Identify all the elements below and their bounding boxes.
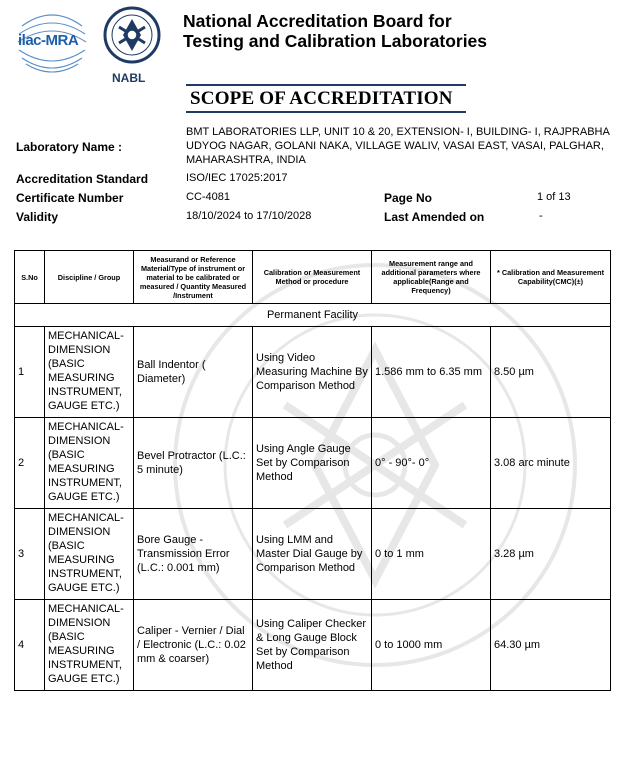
cell-measurand: Bevel Protractor (L.C.: 5 minute)	[134, 418, 253, 509]
header-range: Measurement range and additional parameters where applicable(Range and Frequency)	[372, 251, 491, 304]
cell-method: Using Angle Gauge Set by Comparison Method	[253, 418, 372, 509]
lab-name-line2: UDYOG NAGAR, GOLANI NAKA, VILLAGE WALIV, VASAI EAST, VASAI, PALGHAR,	[186, 140, 604, 152]
document-title: SCOPE OF ACCREDITATION	[190, 88, 453, 109]
cell-cmc: 64.30 µm	[491, 600, 611, 691]
cell-range: 1.586 mm to 6.35 mm	[372, 327, 491, 418]
cell-method: Using Caliper Checker & Long Gauge Block Set by Comparison Method	[253, 600, 372, 691]
org-title	[183, 11, 603, 51]
cell-discipline: MECHANICAL- DIMENSION (BASIC MEASURING INSTRUMENT, GAUGE ETC.)	[45, 509, 134, 600]
cell-range: 0° - 90°- 0°	[372, 418, 491, 509]
lab-name-value	[186, 125, 611, 167]
header-measurand: Measurand or Reference Material/Type of instrument or material to be calibrated or measured / Quantity Measured /Instrument	[134, 251, 253, 304]
facility-row	[15, 304, 611, 327]
table-header-row	[15, 251, 611, 304]
last-amended-value: -	[539, 210, 543, 222]
org-title-line1: National Accreditation Board for	[183, 11, 452, 31]
cell-cmc: 8.50 µm	[491, 327, 611, 418]
cell-measurand: Ball Indentor ( Diameter)	[134, 327, 253, 418]
nabl-logo	[102, 5, 162, 85]
cell-discipline: MECHANICAL- DIMENSION (BASIC MEASURING INSTRUMENT, GAUGE ETC.)	[45, 327, 134, 418]
lab-name-label: Laboratory Name :	[16, 140, 123, 154]
ilac-logo-text: ilac-MRA	[18, 32, 79, 49]
cell-sno: 3	[15, 509, 45, 600]
cell-sno: 1	[15, 327, 45, 418]
cell-range: 0 to 1 mm	[372, 509, 491, 600]
cell-sno: 4	[15, 600, 45, 691]
validity-value: 18/10/2024 to 17/10/2028	[186, 210, 312, 222]
cell-cmc: 3.08 arc minute	[491, 418, 611, 509]
scope-title-bottom-rule	[186, 111, 466, 113]
lab-name-line1: BMT LABORATORIES LLP, UNIT 10 & 20, EXTENSION- I, BUILDING- I, RAJPRABHA	[186, 126, 610, 138]
header-discipline: Discipline / Group	[45, 251, 134, 304]
standard-value: ISO/IEC 17025:2017	[186, 172, 288, 184]
scope-title-top-rule	[186, 84, 466, 86]
cell-cmc: 3.28 µm	[491, 509, 611, 600]
cell-discipline: MECHANICAL- DIMENSION (BASIC MEASURING INSTRUMENT, GAUGE ETC.)	[45, 418, 134, 509]
page-no-label: Page No	[384, 191, 433, 205]
cell-measurand: Caliper - Vernier / Dial / Electronic (L.C.: 0.02 mm & coarser)	[134, 600, 253, 691]
cell-sno: 2	[15, 418, 45, 509]
certificate-value: CC-4081	[186, 191, 231, 203]
facility-label: Permanent Facility	[15, 304, 611, 327]
lab-name-line3: MAHARASHTRA, INDIA	[186, 154, 306, 166]
scope-table	[14, 250, 611, 691]
org-title-line2: Testing and Calibration Laboratories	[183, 31, 488, 51]
table-row	[15, 509, 611, 600]
cell-measurand: Bore Gauge - Transmission Error (L.C.: 0.001 mm)	[134, 509, 253, 600]
nabl-logo-text: NABL	[112, 71, 146, 85]
page-no-value: 1 of 13	[537, 191, 571, 203]
header-method: Calibration or Measurement Method or procedure	[253, 251, 372, 304]
table-row	[15, 600, 611, 691]
table-row	[15, 418, 611, 509]
certificate-label: Certificate Number	[16, 191, 124, 205]
table-row	[15, 327, 611, 418]
ilac-mra-logo	[14, 6, 90, 76]
cell-method: Using LMM and Master Dial Gauge by Comparison Method	[253, 509, 372, 600]
cell-method: Using Video Measuring Machine By Comparison Method	[253, 327, 372, 418]
header-sno: S.No	[15, 251, 45, 304]
header-cmc: * Calibration and Measurement Capability(CMC)(±)	[491, 251, 611, 304]
validity-label: Validity	[16, 210, 59, 224]
last-amended-label: Last Amended on	[384, 210, 485, 224]
standard-label: Accreditation Standard	[16, 172, 149, 186]
cell-range: 0 to 1000 mm	[372, 600, 491, 691]
cell-discipline: MECHANICAL- DIMENSION (BASIC MEASURING INSTRUMENT, GAUGE ETC.)	[45, 600, 134, 691]
